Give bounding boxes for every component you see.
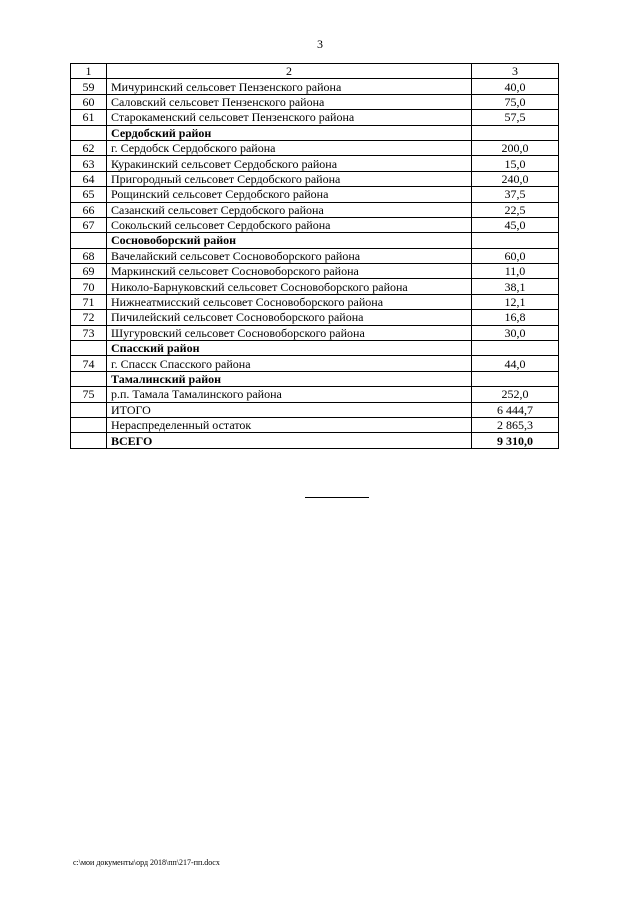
row-name: Николо-Барнуковский сельсовет Сосновоборского района: [107, 279, 472, 294]
row-value: 16,8: [472, 310, 559, 325]
table-row: [71, 264, 559, 279]
table-section-row: [71, 371, 559, 386]
table-header-row: [71, 64, 559, 79]
row-number: 60: [71, 94, 107, 109]
table-section-row: [71, 233, 559, 248]
row-number: 67: [71, 217, 107, 232]
row-number: 74: [71, 356, 107, 371]
table-row: [71, 187, 559, 202]
table-row: [71, 294, 559, 309]
row-number: 69: [71, 264, 107, 279]
row-number: [71, 402, 107, 417]
row-number: 68: [71, 248, 107, 263]
row-value: 22,5: [472, 202, 559, 217]
header-col-1: 1: [71, 64, 107, 79]
row-number: 65: [71, 187, 107, 202]
row-value: 30,0: [472, 325, 559, 340]
row-number: 73: [71, 325, 107, 340]
row-name: Куракинский сельсовет Сердобского района: [107, 156, 472, 171]
row-value: 15,0: [472, 156, 559, 171]
row-value: 57,5: [472, 110, 559, 125]
row-value: 252,0: [472, 387, 559, 402]
row-value: 11,0: [472, 264, 559, 279]
row-value: 12,1: [472, 294, 559, 309]
row-value: 75,0: [472, 94, 559, 109]
row-name: Мичуринский сельсовет Пензенского района: [107, 79, 472, 94]
row-value: 6 444,7: [472, 402, 559, 417]
table-row: [71, 325, 559, 340]
row-name: Маркинский сельсовет Сосновоборского района: [107, 264, 472, 279]
table-row: [71, 140, 559, 155]
table-section-row: [71, 341, 559, 356]
table-row: [71, 94, 559, 109]
row-value: 38,1: [472, 279, 559, 294]
table-row: [71, 417, 559, 432]
header-col-2: 2: [107, 64, 472, 79]
row-number: [71, 371, 107, 386]
table-row: [71, 402, 559, 417]
row-name: Тамалинский район: [107, 371, 472, 386]
row-name: Сокольский сельсовет Сердобского района: [107, 217, 472, 232]
row-value: 45,0: [472, 217, 559, 232]
table-row: [71, 156, 559, 171]
row-number: 59: [71, 79, 107, 94]
row-number: 66: [71, 202, 107, 217]
row-name: Пичилейский сельсовет Сосновоборского района: [107, 310, 472, 325]
row-name: Сердобский район: [107, 125, 472, 140]
row-value: 40,0: [472, 79, 559, 94]
row-name: Шугуровский сельсовет Сосновоборского района: [107, 325, 472, 340]
row-value: [472, 371, 559, 386]
row-name: Нераспределенный остаток: [107, 417, 472, 432]
row-name: Сазанский сельсовет Сердобского района: [107, 202, 472, 217]
row-name: г. Спасск Спасского района: [107, 356, 472, 371]
row-value: 37,5: [472, 187, 559, 202]
row-value: 2 865,3: [472, 417, 559, 432]
row-number: 63: [71, 156, 107, 171]
row-number: [71, 233, 107, 248]
row-number: 71: [71, 294, 107, 309]
row-number: 61: [71, 110, 107, 125]
row-name: Пригородный сельсовет Сердобского района: [107, 171, 472, 186]
table-row: [71, 217, 559, 232]
table-row: [71, 387, 559, 402]
row-name: Спасский район: [107, 341, 472, 356]
row-name: Нижнеатмисский сельсовет Сосновоборского района: [107, 294, 472, 309]
row-value: [472, 125, 559, 140]
header-col-3: 3: [472, 64, 559, 79]
table-row: [71, 310, 559, 325]
divider-line: [305, 497, 369, 498]
row-name: ИТОГО: [107, 402, 472, 417]
row-name: Саловский сельсовет Пензенского района: [107, 94, 472, 109]
allocation-table: [70, 63, 559, 449]
table-section-row: [71, 125, 559, 140]
row-number: [71, 417, 107, 432]
row-number: [71, 433, 107, 448]
row-value: [472, 233, 559, 248]
table-row: [71, 79, 559, 94]
table-row: [71, 202, 559, 217]
row-number: [71, 341, 107, 356]
table-row: [71, 356, 559, 371]
row-name: Старокаменский сельсовет Пензенского района: [107, 110, 472, 125]
row-number: 64: [71, 171, 107, 186]
row-number: 62: [71, 140, 107, 155]
table-row: [71, 248, 559, 263]
row-value: 44,0: [472, 356, 559, 371]
row-number: 72: [71, 310, 107, 325]
row-name: г. Сердобск Сердобского района: [107, 140, 472, 155]
table-row: [71, 279, 559, 294]
table-row: [71, 110, 559, 125]
row-value: 200,0: [472, 140, 559, 155]
row-value: 240,0: [472, 171, 559, 186]
row-name: Рощинский сельсовет Сердобского района: [107, 187, 472, 202]
table-section-row: [71, 433, 559, 448]
row-name: ВСЕГО: [107, 433, 472, 448]
row-name: р.п. Тамала Тамалинского района: [107, 387, 472, 402]
page-number: 3: [317, 37, 323, 51]
row-name: Сосновоборский район: [107, 233, 472, 248]
row-value: [472, 341, 559, 356]
row-number: 70: [71, 279, 107, 294]
table-row: [71, 171, 559, 186]
row-value: 60,0: [472, 248, 559, 263]
row-value: 9 310,0: [472, 433, 559, 448]
row-name: Вачелайский сельсовет Сосновоборского района: [107, 248, 472, 263]
row-number: 75: [71, 387, 107, 402]
file-path: c:\мои документы\орд 2018\пп\217-пп.docx: [73, 858, 220, 867]
row-number: [71, 125, 107, 140]
